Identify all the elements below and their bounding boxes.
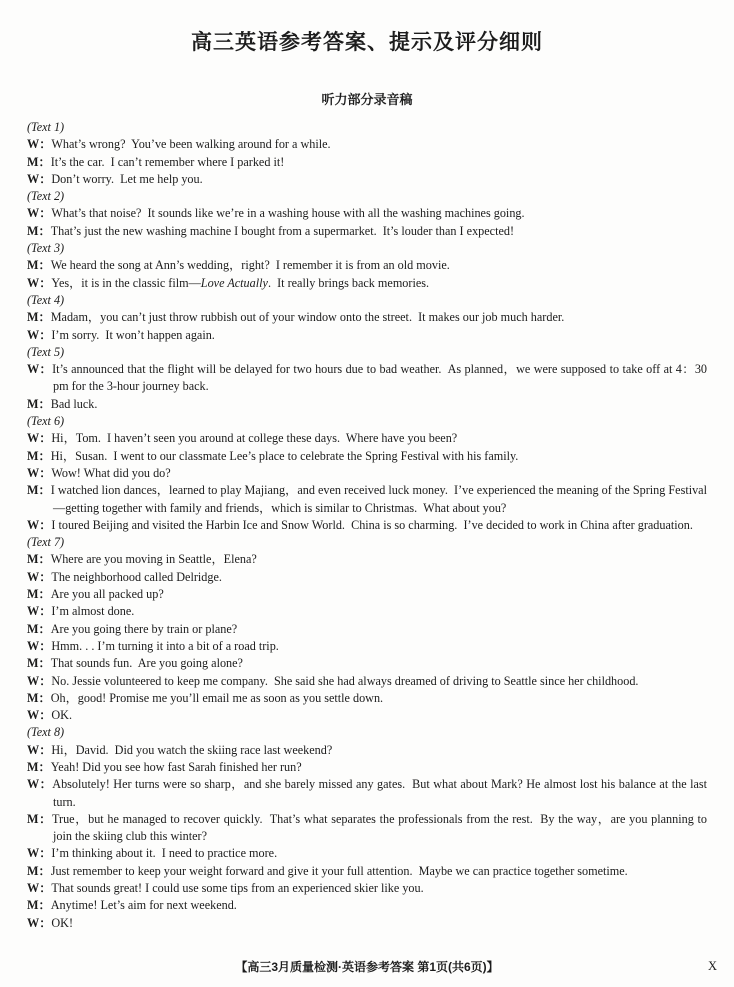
- footer-mark: X: [707, 959, 717, 973]
- dialogue-line: [27, 621, 707, 638]
- speaker-label: W：: [27, 881, 52, 896]
- dialogue-text: Anytime! Let’s aim for next weekend.: [50, 898, 237, 913]
- dialogue-line: [27, 673, 707, 690]
- dialogue-line: [27, 205, 707, 222]
- text-section-label: (Text 8): [27, 725, 65, 740]
- dialogue-line: [27, 863, 707, 880]
- dialogue-line: [27, 517, 707, 534]
- dialogue-text: OK!: [51, 915, 74, 930]
- dialogue-text: No. Jessie volunteered to keep me company. She said she had always dreamed of driving to Seattle since her childhood.: [51, 673, 639, 688]
- speaker-label: W：: [27, 517, 52, 532]
- dialogue-text: That sounds fun. Are you going alone?: [50, 656, 243, 671]
- dialogue-text: Hmm. . . I’m turning it into a bit of a road trip.: [51, 638, 279, 653]
- dialogue-text: Yes，it is in the classic film—: [51, 275, 201, 290]
- dialogue-line: [27, 430, 707, 447]
- speaker-label: W：: [27, 362, 53, 377]
- speaker-label: W：: [27, 846, 52, 861]
- dialogue-text: Are you all packed up?: [50, 587, 164, 602]
- dialogue-text: We heard the song at Ann’s wedding，right? I remember it is from an old movie.: [50, 258, 450, 273]
- speaker-label: M：: [27, 223, 51, 238]
- speaker-label: M：: [27, 811, 53, 826]
- speaker-label: M：: [27, 552, 51, 567]
- dialogue-line: [27, 811, 711, 846]
- speaker-label: W：: [27, 275, 52, 290]
- dialogue-text: I watched lion dances，learned to play Majiang，and even received luck money. I’ve experienced the meaning of the Spring Festival—getting together with family and friends，which is similar to Christmas. What about you?: [50, 483, 707, 515]
- dialogue-text: Bad luck.: [50, 396, 98, 411]
- section-subtitle: 听力部分录音稿: [321, 92, 413, 107]
- dialogue-line: [27, 880, 707, 897]
- dialogue-line: [27, 759, 707, 776]
- dialogue-line: [27, 223, 707, 240]
- page-footer: [0, 958, 734, 974]
- dialogue-text: Hi，Susan. I went to our classmate Lee’s place to celebrate the Spring Festival with his family.: [50, 448, 519, 463]
- dialogue-line: [27, 551, 707, 568]
- dialogue-text: That’s just the new washing machine I bought from a supermarket. It’s louder than I expected!: [50, 223, 515, 238]
- dialogue-line: [27, 915, 707, 932]
- dialogue-text: Just remember to keep your weight forward and give it your full attention. Maybe we can practice together sometime.: [50, 863, 628, 878]
- text-section-label: (Text 5): [27, 344, 65, 359]
- dialogue-line: [27, 569, 707, 586]
- dialogue-line: [27, 707, 707, 724]
- dialogue-line: [27, 309, 707, 326]
- dialogue-line: [27, 586, 707, 603]
- dialogue-text: I toured Beijing and visited the Harbin Ice and Snow World. China is so charming. I’ve decided to work in China after graduation.: [51, 517, 693, 532]
- speaker-label: W：: [27, 569, 52, 584]
- dialogue-text: OK.: [51, 708, 73, 723]
- text-section-label: (Text 3): [27, 241, 65, 256]
- text-section-label: (Text 1): [27, 120, 65, 134]
- text-section-label: (Text 6): [27, 414, 65, 429]
- dialogue-text: It’s the car. I can’t remember where I parked it!: [50, 154, 285, 169]
- footer-text: 【高三3月质量检测·英语参考答案 第1页(共6页)】: [235, 960, 499, 974]
- transcript: [0, 119, 734, 932]
- dialogue-line: [27, 154, 707, 171]
- dialogue-line: [27, 396, 707, 413]
- speaker-label: W：: [27, 708, 52, 723]
- dialogue-text: I’m sorry. It won’t happen again.: [51, 327, 215, 342]
- dialogue-text: I’m thinking about it. I need to practice more.: [51, 846, 278, 861]
- dialogue-line: [27, 897, 707, 914]
- dialogue-text: Don’t worry. Let me help you.: [51, 171, 203, 186]
- dialogue-text: Where are you moving in Seattle，Elena?: [50, 552, 257, 567]
- speaker-label: M：: [27, 621, 51, 636]
- text-section-label: (Text 4): [27, 292, 65, 307]
- speaker-label: W：: [27, 465, 52, 480]
- dialogue-text: Hi，Tom. I haven’t seen you around at college these days. Where have you been?: [51, 431, 458, 446]
- dialogue-line: [27, 776, 711, 811]
- dialogue-text: I’m almost done.: [51, 604, 135, 619]
- page-title: 高三英语参考答案、提示及评分细则: [191, 31, 543, 54]
- speaker-label: M：: [27, 483, 51, 498]
- speaker-label: W：: [27, 206, 52, 221]
- text-section-label: (Text 7): [27, 535, 65, 550]
- speaker-label: M：: [27, 448, 51, 463]
- speaker-label: M：: [27, 310, 51, 325]
- dialogue-text: Madam，you can’t just throw rubbish out of your window onto the street. It makes our job much harder.: [50, 310, 565, 325]
- speaker-label: M：: [27, 863, 51, 878]
- dialogue-line: [27, 603, 707, 620]
- speaker-label: M：: [27, 154, 51, 169]
- dialogue-line: [27, 448, 707, 465]
- dialogue-line: [27, 327, 707, 344]
- dialogue-line: [27, 171, 707, 188]
- speaker-label: M：: [27, 587, 51, 602]
- dialogue-text: True，but he managed to recover quickly. That’s what separates the professionals from the rest. By the way，are you planning to join the skiing club this winter?: [52, 811, 711, 844]
- dialogue-text: What’s wrong? You’ve been walking around for a while.: [51, 137, 331, 152]
- speaker-label: W：: [27, 137, 52, 152]
- speaker-label: M：: [27, 690, 51, 705]
- speaker-label: M：: [27, 759, 51, 774]
- speaker-label: W：: [27, 327, 52, 342]
- dialogue-line: [27, 845, 707, 862]
- dialogue-line: [27, 690, 707, 707]
- speaker-label: W：: [27, 171, 52, 186]
- dialogue-text: That sounds great! I could use some tips from an experienced skier like you.: [51, 881, 424, 896]
- dialogue-text: Are you going there by train or plane?: [50, 621, 238, 636]
- dialogue-text: Absolutely! Her turns were so sharp，and she barely missed any gates. But what about Mark? He almost lost his balance at the last turn.: [52, 777, 711, 809]
- dialogue-text: Love Actually: [200, 275, 268, 290]
- speaker-label: M：: [27, 396, 51, 411]
- dialogue-line: [27, 465, 707, 482]
- speaker-label: W：: [27, 742, 52, 757]
- dialogue-line: [27, 742, 707, 759]
- dialogue-line: [27, 482, 707, 517]
- dialogue-line: [27, 275, 707, 292]
- speaker-label: W：: [27, 673, 52, 688]
- dialogue-text: Hi，David. Did you watch the skiing race last weekend?: [51, 742, 333, 757]
- dialogue-line: [27, 257, 707, 274]
- dialogue-text: It’s announced that the flight will be delayed for two hours due to bad weather. As planned，we were supposed to take off at 4：30 pm for the 3-hour journey back.: [52, 362, 711, 394]
- dialogue-line: [27, 361, 711, 396]
- dialogue-text: Yeah! Did you see how fast Sarah finished her run?: [50, 759, 302, 774]
- speaker-label: W：: [27, 604, 52, 619]
- dialogue-text: . It really brings back memories.: [267, 275, 430, 290]
- dialogue-line: [27, 136, 707, 153]
- dialogue-line: [27, 655, 707, 672]
- text-section-label: (Text 2): [27, 189, 65, 204]
- dialogue-text: Oh，good! Promise me you’ll email me as soon as you settle down.: [50, 690, 384, 705]
- dialogue-text: Wow! What did you do?: [51, 465, 171, 480]
- speaker-label: M：: [27, 258, 51, 273]
- dialogue-text: The neighborhood called Delridge.: [51, 569, 222, 584]
- speaker-label: W：: [27, 777, 53, 792]
- speaker-label: W：: [27, 915, 52, 930]
- speaker-label: W：: [27, 431, 52, 446]
- speaker-label: M：: [27, 656, 51, 671]
- dialogue-text: What’s that noise? It sounds like we’re in a washing house with all the washing machines going.: [51, 206, 525, 221]
- speaker-label: M：: [27, 898, 51, 913]
- dialogue-line: [27, 638, 707, 655]
- speaker-label: W：: [27, 638, 52, 653]
